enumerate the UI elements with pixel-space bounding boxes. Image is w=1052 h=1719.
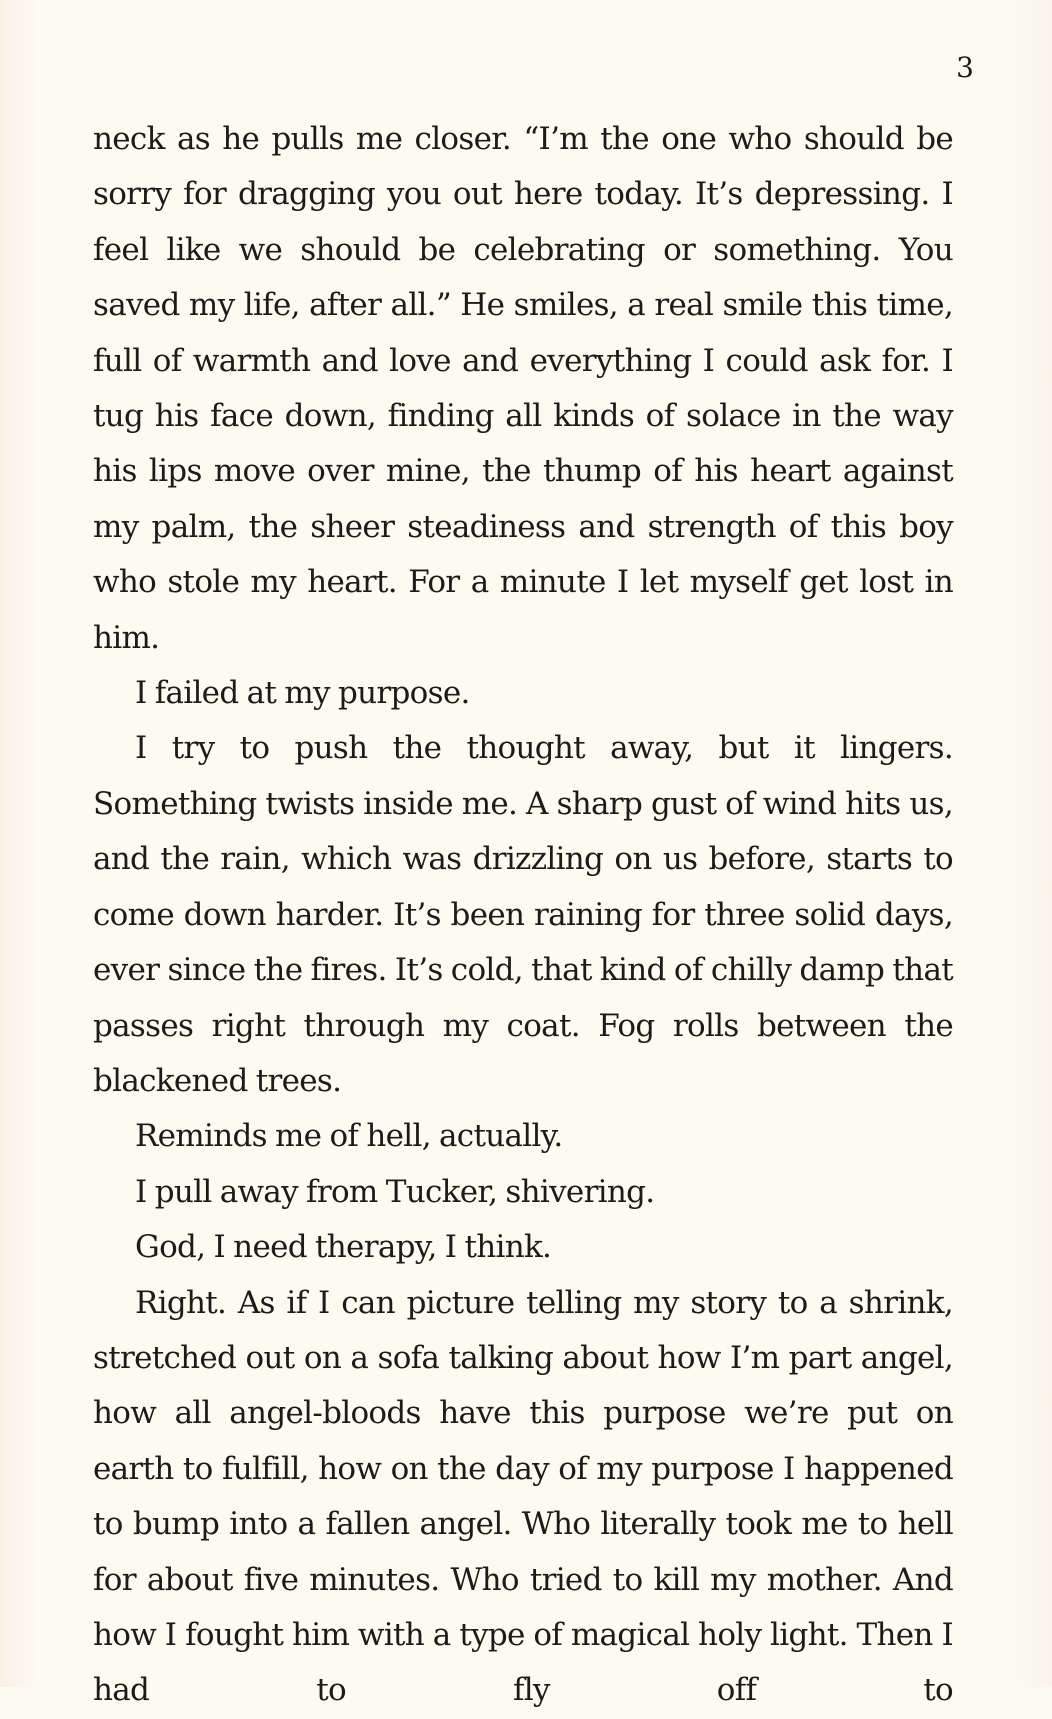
page-number: 3 <box>956 51 974 84</box>
paragraph-7: Right. As if I can picture telling my story to a shrink, stretched out on a sofa talking about how I’m part angel, how all angel-bloods have this purpose we’re put on earth to fulfill, how on the day of my purpose I happened to bump into a fallen angel. Who literally took me to hell for about five minutes. Who tried to kill my mother. And how I fought him with a type of magical holy light. Then I had to fly off to <box>93 1284 953 1709</box>
paragraph-3: I try to push the thought away, but it lingers. Something twists inside me. A sharp gust of wind hits us, and the rain, which was drizzling on us before, starts to come down harder. It’s been raining for three solid days, ever since the fires. It’s cold, that kind of chilly damp that passes right through my coat. Fog rolls between the blackened trees. <box>93 730 953 1099</box>
body-text <box>93 112 953 1719</box>
paragraph-2: I failed at my purpose. <box>135 675 470 712</box>
paragraph-1: neck as he pulls me closer. “I’m the one who should be sorry for dragging you out here today. It’s depressing. I feel like we should be celebrating or something. You saved my life, after all.” He smiles, a real smile this time, full of warmth and love and everything I could ask for. I tug his face down, finding all kinds of solace in the way his lips move over mine, the thump of his heart against my palm, the sheer steadiness and strength of this boy who stole my heart. For a minute I let myself get lost in him. <box>93 121 953 656</box>
paragraph-5: I pull away from Tucker, shivering. <box>135 1173 655 1210</box>
paragraph-6: God, I need therapy, I think. <box>135 1229 552 1266</box>
paragraph-4: Reminds me of hell, actually. <box>135 1118 563 1155</box>
